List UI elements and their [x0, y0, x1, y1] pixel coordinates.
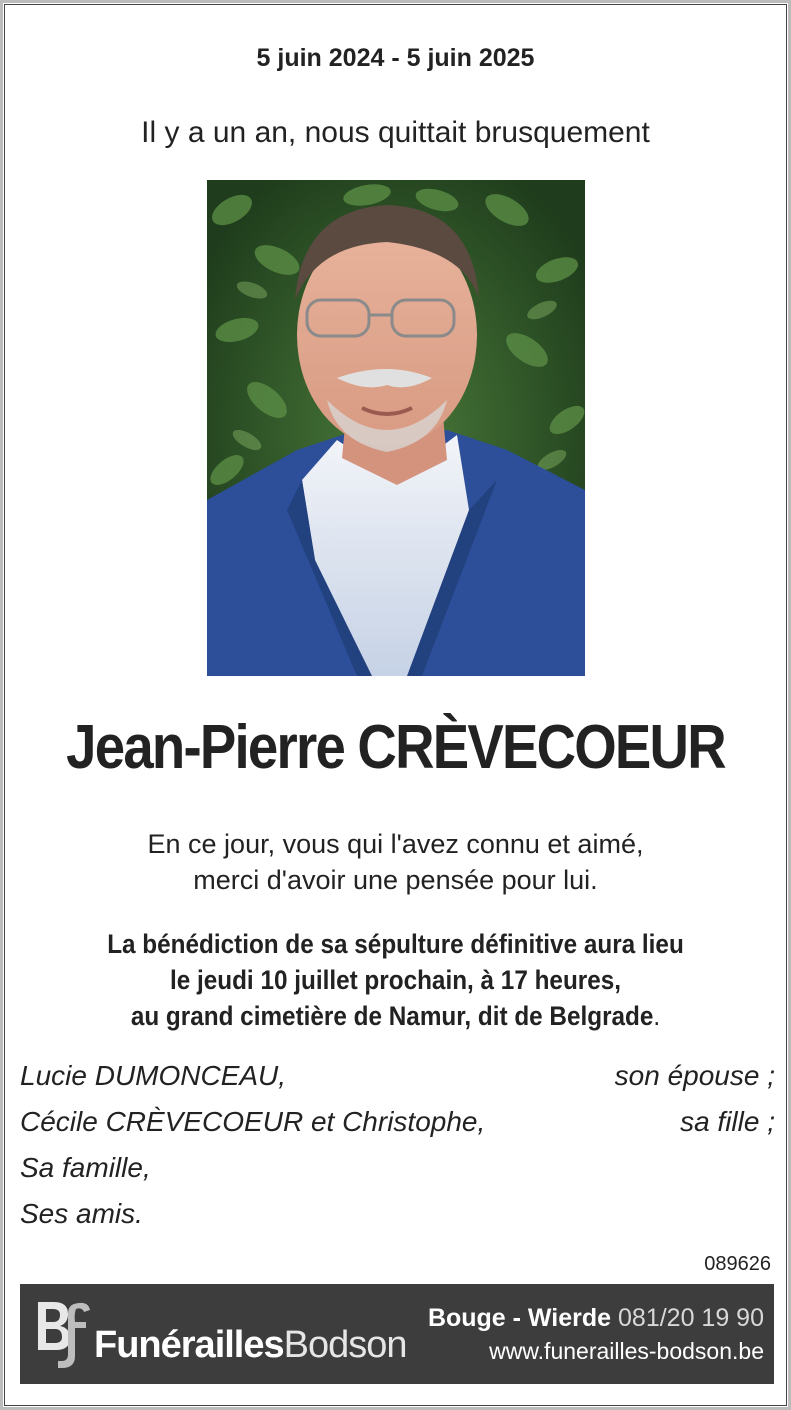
intro-text: Il y a un an, nous quittait brusquement: [141, 116, 650, 149]
brand-name: [94, 1324, 407, 1367]
ceremony-line-3-wrap: [40, 998, 752, 1034]
website-link[interactable]: www.funerailles-bodson.be: [489, 1338, 764, 1364]
bodson-logo-icon: [34, 1296, 94, 1372]
ceremony-line-1: La bénédiction de sa sépulture définitive aura lieu: [107, 929, 684, 959]
reference-number: 089626: [704, 1253, 771, 1275]
family-member-name: Sa famille,: [20, 1152, 151, 1183]
family-member-name: Cécile CRÈVECOEUR et Christophe,: [20, 1106, 486, 1137]
remembrance-message: [0, 826, 791, 898]
date-range: 5 juin 2024 - 5 juin 2025: [256, 44, 535, 72]
family-list: [20, 1060, 775, 1244]
deceased-name: Jean-Pierre CRÈVECOEUR: [66, 713, 725, 782]
phone-number: 081/20 19 90: [618, 1304, 764, 1332]
portrait-photo: [207, 180, 585, 676]
brand-name-part1: Funérailles: [94, 1324, 284, 1366]
ceremony-line-3: au grand cimetière de Namur, dit de Belgrade: [130, 1001, 654, 1031]
contact-line: [428, 1304, 764, 1333]
family-row: [20, 1198, 775, 1244]
family-row: [20, 1152, 775, 1198]
message-line-2: merci d'avoir une pensée pour lui.: [193, 865, 598, 895]
brand-name-part2: Bodson: [283, 1324, 407, 1366]
locations: Bouge - Wierde: [427, 1304, 612, 1332]
family-member-relation: sa fille ;: [680, 1106, 775, 1137]
ceremony-announcement: [40, 926, 752, 1034]
family-row: [20, 1060, 775, 1106]
family-member-name: Ses amis.: [20, 1198, 143, 1229]
ceremony-line-2: le jeudi 10 juillet prochain, à 17 heures,: [169, 965, 622, 995]
message-line-1: En ce jour, vous qui l'avez connu et aimé,: [147, 829, 644, 859]
funeral-home-banner: [20, 1284, 774, 1384]
family-member-relation: son épouse ;: [614, 1060, 775, 1091]
ceremony-period: .: [653, 1001, 661, 1031]
family-member-name: Lucie DUMONCEAU,: [20, 1060, 287, 1091]
family-row: [20, 1106, 775, 1152]
